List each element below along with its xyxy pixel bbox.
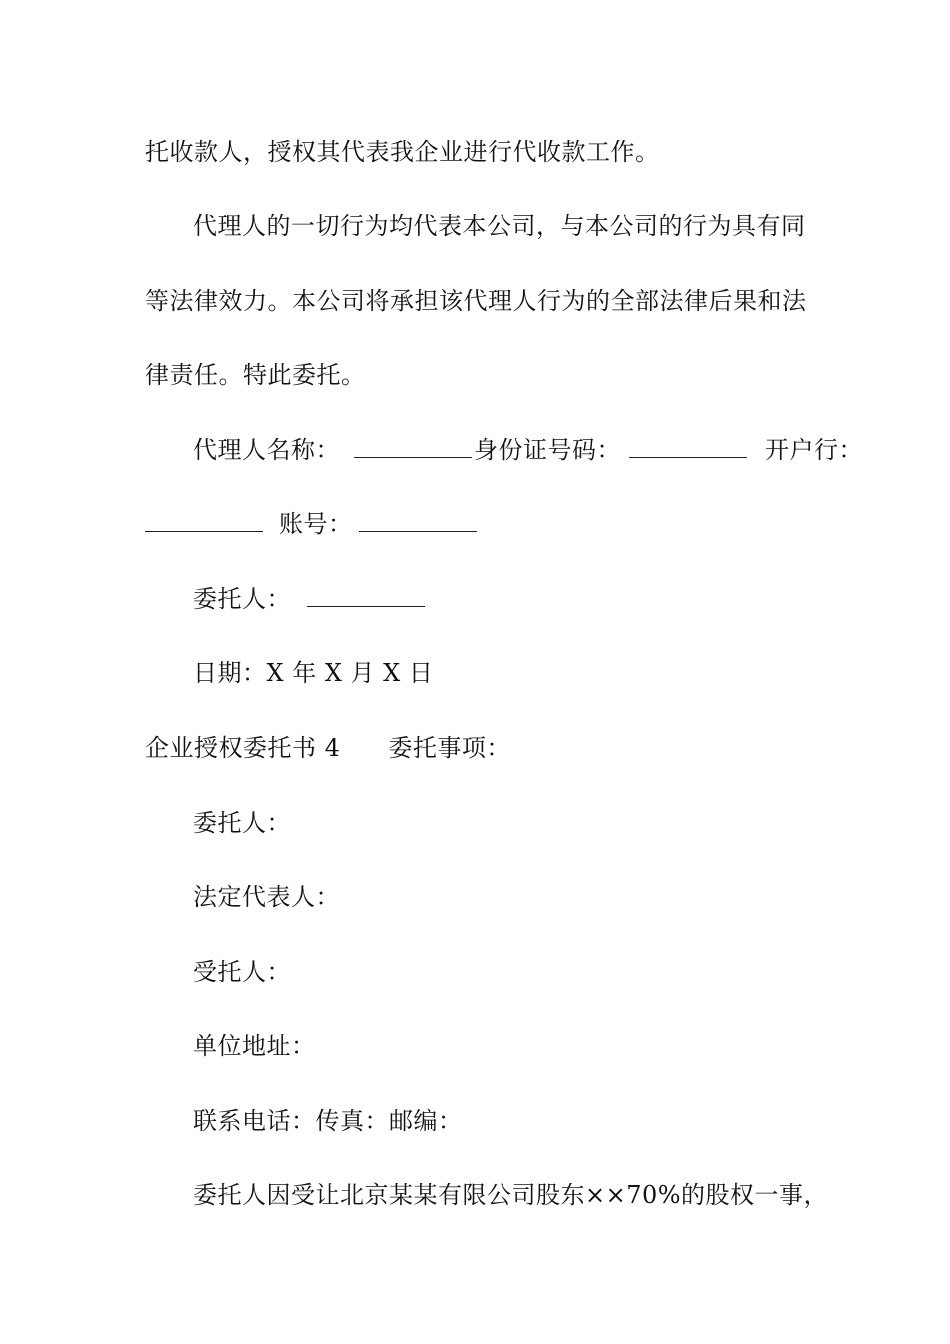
account-info-line bbox=[145, 509, 479, 539]
id-number-label: 身份证号码： bbox=[474, 436, 621, 464]
field-contact: 联系电话：传真：邮编： bbox=[193, 1107, 463, 1135]
agent-info-line bbox=[193, 435, 863, 465]
paragraph-line: 等法律效力。本公司将承担该代理人行为的全部法律后果和法 bbox=[145, 287, 807, 315]
paragraph-line: 代理人的一切行为均代表本公司，与本公司的行为具有同 bbox=[193, 212, 806, 240]
agent-name-label: 代理人名称： bbox=[193, 436, 340, 464]
section-matter: 委托事项： bbox=[388, 734, 511, 762]
principal-sign-line bbox=[193, 584, 427, 614]
principal-label: 委托人： bbox=[193, 585, 291, 613]
bank-label: 开户行： bbox=[765, 436, 863, 464]
agent-name-blank bbox=[354, 437, 472, 458]
account-blank bbox=[359, 511, 477, 532]
section-title: 企业授权委托书 4 bbox=[145, 734, 341, 762]
paragraph-line: 律责任。特此委托。 bbox=[145, 361, 366, 389]
field-agent: 受托人： bbox=[193, 958, 291, 986]
account-label: 账号： bbox=[279, 510, 353, 538]
field-principal: 委托人： bbox=[193, 809, 291, 837]
field-address: 单位地址： bbox=[193, 1032, 316, 1060]
paragraph-line: 托收款人，授权其代表我企业进行代收款工作。 bbox=[145, 138, 660, 166]
date-line: 日期：X 年 X 月 X 日 bbox=[193, 659, 434, 687]
paragraph-line: 委托人因受让北京某某有限公司股东××70%的股权一事， bbox=[193, 1181, 829, 1209]
principal-blank bbox=[307, 586, 425, 607]
field-legal-representative: 法定代表人： bbox=[193, 883, 340, 911]
bank-blank bbox=[145, 511, 263, 532]
id-number-blank bbox=[629, 437, 747, 458]
section-heading-line bbox=[145, 733, 511, 763]
